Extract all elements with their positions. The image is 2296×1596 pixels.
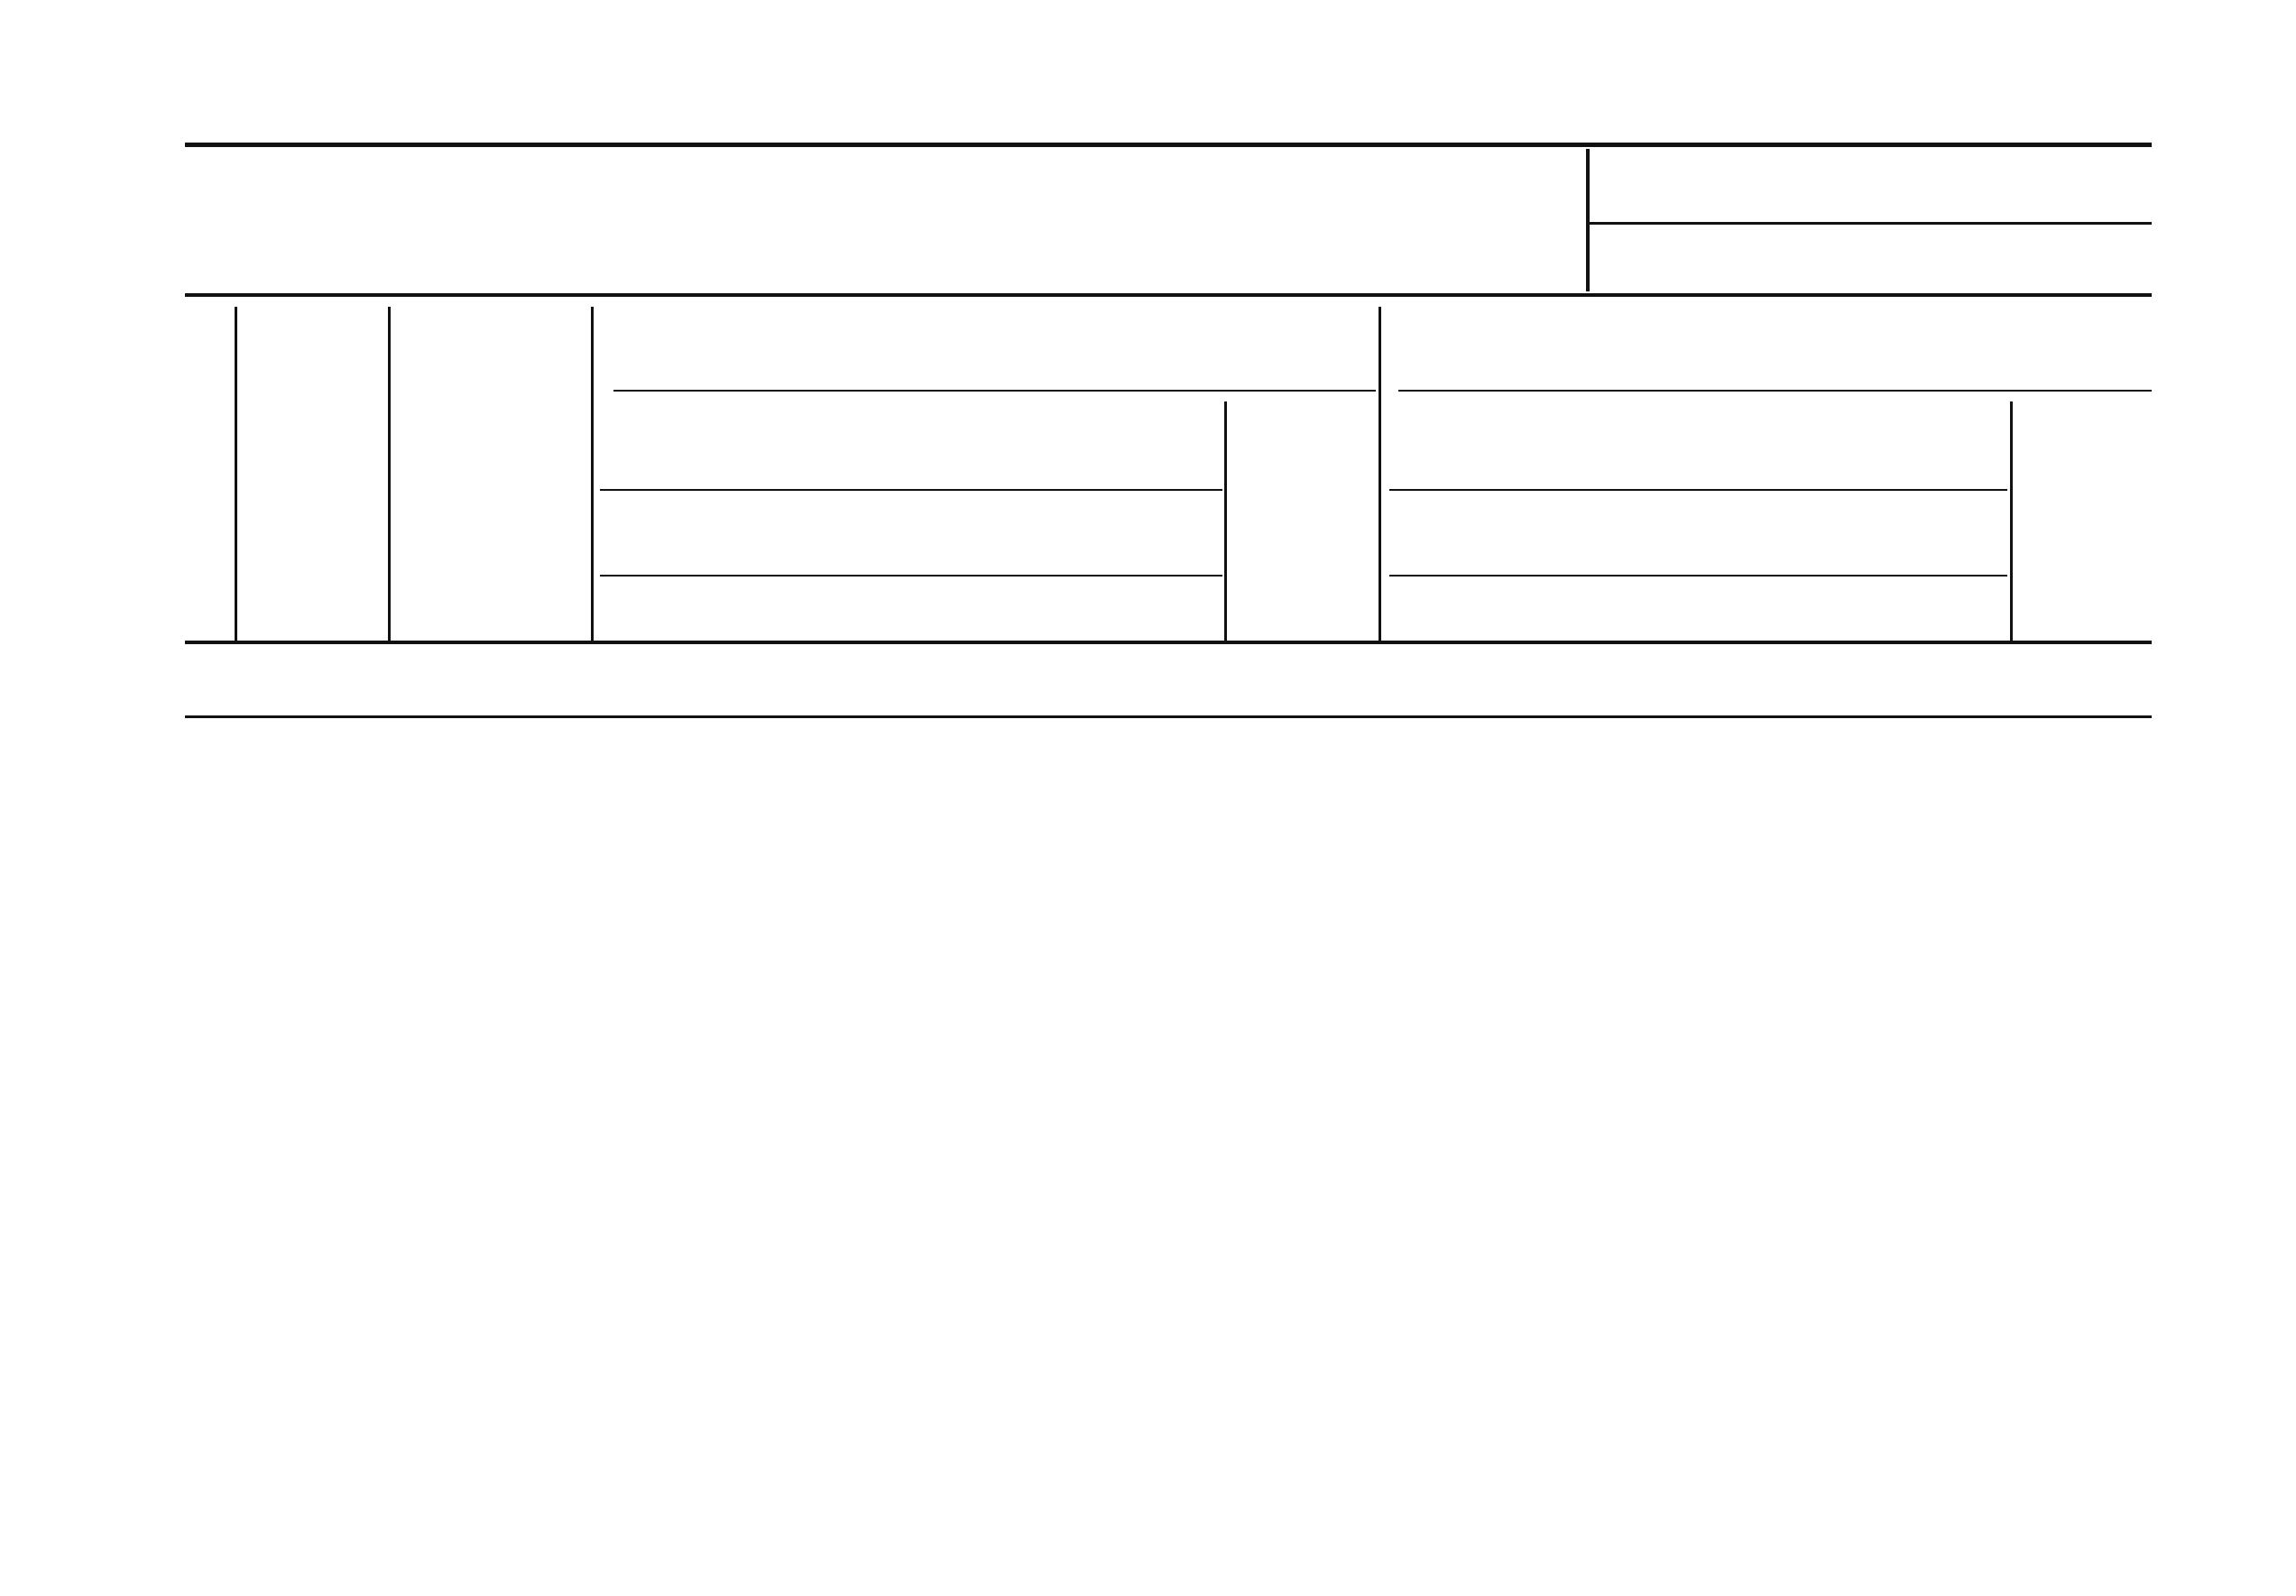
time-each-header-b bbox=[2014, 415, 2149, 632]
v-sep bbox=[591, 307, 594, 641]
group-a-header bbox=[604, 316, 1371, 379]
header-divider bbox=[1586, 149, 1590, 291]
time-part-header-a bbox=[600, 582, 1222, 632]
h-sep bbox=[600, 575, 1222, 577]
time-each-header-a bbox=[1229, 415, 1373, 632]
time-part-header-b bbox=[1389, 582, 2007, 632]
v-sep bbox=[1379, 307, 1381, 641]
v-sep bbox=[2010, 401, 2013, 641]
h-sep bbox=[1389, 575, 2007, 577]
col-position-header bbox=[203, 487, 230, 632]
col-width-header bbox=[401, 415, 582, 523]
h-sep bbox=[1398, 390, 2152, 392]
lines-count-header-b bbox=[1480, 406, 1913, 483]
header-bottom-rule bbox=[185, 293, 2152, 297]
group-b-header bbox=[1394, 316, 2152, 379]
h-sep bbox=[613, 390, 1376, 392]
col-length-header bbox=[245, 415, 381, 523]
lines-count-header-a bbox=[695, 406, 1128, 483]
v-sep bbox=[388, 307, 391, 641]
h-sep bbox=[1389, 489, 2007, 491]
h-sep bbox=[600, 489, 1222, 491]
header-table-bottom bbox=[185, 641, 2152, 644]
top-rule bbox=[185, 143, 2152, 147]
section-rule bbox=[185, 715, 2152, 718]
v-sep bbox=[235, 307, 237, 641]
header-split bbox=[1590, 222, 2152, 225]
v-sep bbox=[1224, 401, 1227, 641]
